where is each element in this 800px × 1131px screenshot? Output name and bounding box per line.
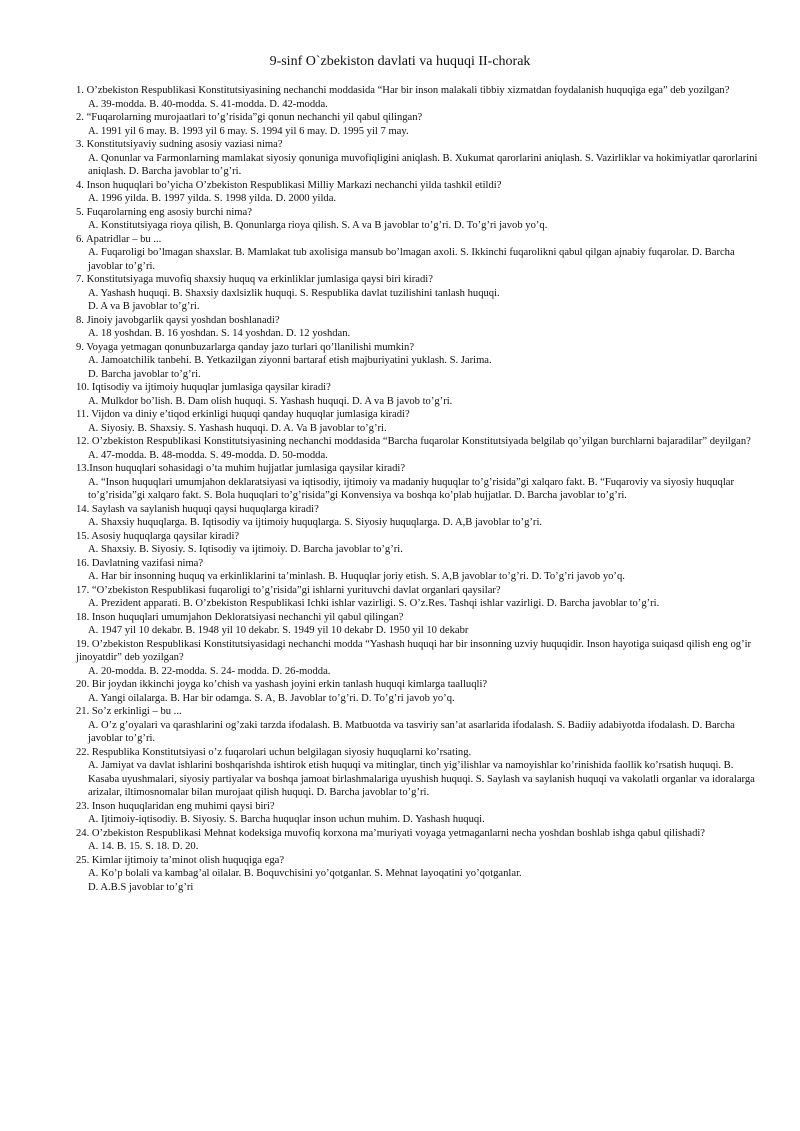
question-text: 19. O’zbekiston Respublikasi Konstitutsiyasidagi nechanchi modda “Yashash huquqi har bir insonning uzviy huquqidir. Inson hayotiga suiqasd qilish eng og’ir jinoyatdir” deb yozilgan? <box>76 638 752 663</box>
question-block <box>76 435 766 462</box>
question-text: 1. O’zbekiston Respublikasi Konstitutsiyasining nechanchi moddasida “Har bir inson malakali tibbiy xizmatdan foydalanish huquqiga ega” deb yozilgan? <box>76 85 730 96</box>
answer-options: A. “Inson huquqlari umumjahon deklaratsiyasi va iqtisodiy, ijtimoiy va madaniy huquqlar to’g’risida”gi xalqaro fakt. B. “Fuqaroviy va siyosiy huquqlar to’g’risida”gi xalqaro fakt. S. Bola huquqlari to’g’risida”gi Konvensiya va boshqa ko’plab hujjatlar. D. Barcha javoblar to’g’ri. <box>88 476 734 501</box>
answer-options: D. A.B.S javoblar to’g’ri <box>88 881 194 893</box>
question-block <box>76 503 766 530</box>
question-text: 13.Inson huquqlari sohasidagi o’ta muhim hujjatlar jumlasiga qaysilar kiradi? <box>76 463 406 474</box>
answer-options: A. Mulkdor bo’lish. B. Dam olish huquqi. S. Yashash huquqi. D. A va B javob to’g’ri. <box>88 395 453 407</box>
answer-options: D. Barcha javoblar to’g’ri. <box>88 368 201 380</box>
question-block <box>76 746 766 800</box>
question-list <box>76 84 766 894</box>
question-block <box>76 341 766 382</box>
question-block <box>76 381 766 408</box>
question-text: 8. Jinoiy javobgarlik qaysi yoshdan boshlanadi? <box>76 314 280 326</box>
question-block <box>76 179 766 206</box>
answer-options: A. Konstitutsiyaga rioya qilish, B. Qonunlarga rioya qilish. S. A va B javoblar to’g’ri. D. To’g’ri javob yo’q. <box>88 220 548 231</box>
answer-options: A. Siyosiy. B. Shaxsiy. S. Yashash huquqi. D. A. Va B javoblar to’g’ri. <box>88 422 387 434</box>
question-block <box>76 314 766 341</box>
question-text: 12. O’zbekiston Respublikasi Konstitutsiyasining nechanchi moddasida “Barcha fuqarolar Konstitutsiyada belgilab qo’yilgan burchlarni bajaradilar” deyilgan? <box>76 436 751 447</box>
answer-options: A. 39-modda. B. 40-modda. S. 41-modda. D. 42-modda. <box>88 98 328 110</box>
question-block <box>76 408 766 435</box>
question-text: 3. Konstitutsiyaviy sudning asosiy vaziasi nima? <box>76 139 283 150</box>
question-text: 7. Konstitutsiyaga muvofiq shaxsiy huquq va erkinliklar jumlasiga qaysi biri kiradi? <box>76 274 433 285</box>
question-text: 9. Voyaga yetmagan qonunbuzarlarga qanday jazo turlari qo’llanilishi mumkin? <box>76 341 415 353</box>
question-block <box>76 557 766 584</box>
answer-options: A. Shaxsiy huquqlarga. B. Iqtisodiy va ijtimoiy huquqlarga. S. Siyosiy huquqlarga. D. A,B javoblar to’g’ri. <box>88 517 543 528</box>
question-text: 14. Saylash va saylanish huquqi qaysi huquqlarga kiradi? <box>76 503 319 515</box>
answer-options: A. Qonunlar va Farmonlarning mamlakat siyosiy qonuniga muvofiqligini aniqlash. B. Xukumat qarorlarini aniqlash. S. Vazirliklar va hokimiyatlar qarorlarini aniqlash. D. Barcha javoblar to’g’ri. <box>88 152 758 177</box>
answer-options: A. 18 yoshdan. B. 16 yoshdan. S. 14 yoshdan. D. 12 yoshdan. <box>88 328 351 339</box>
question-text: 15. Asosiy huquqlarga qaysilar kiradi? <box>76 530 240 542</box>
question-text: 24. O’zbekiston Respublikasi Mehnat kodeksiga muvofiq korxona ma’muriyati voyaga yetmaganlarni necha yoshdan boshlab ishga qabul qilishadi? <box>76 827 706 839</box>
question-block <box>76 206 766 233</box>
question-block <box>76 111 766 138</box>
question-block <box>76 233 766 274</box>
question-block <box>76 462 766 503</box>
question-text: 2. “Fuqarolarning murojaatlari to’g’risida”gi qonun nechanchi yil qabul qilingan? <box>76 112 423 123</box>
question-text: 21. So’z erkinligi – bu ... <box>76 706 182 717</box>
question-block <box>76 827 766 854</box>
question-text: 10. Iqtisodiy va ijtimoiy huquqlar jumlasiga qaysilar kiradi? <box>76 382 331 393</box>
answer-options: A. O’z g’oyalari va qarashlarini og’zaki tarzda ifodalash. B. Matbuotda va tasviriy san’at asarlarida ifodalash. S. Badiiy adabiyotda ifodalash. D. Barcha javoblar to’g’ri. <box>88 719 735 744</box>
question-block <box>76 638 766 679</box>
question-text: 6. Apatridlar – bu ... <box>76 233 162 245</box>
question-block <box>76 138 766 179</box>
question-block <box>76 530 766 557</box>
question-text: 11. Vijdon va diniy e’tiqod erkinligi huquqi qanday huquqlar jumlasiga kiradi? <box>76 409 410 420</box>
question-block <box>76 273 766 314</box>
question-text: 22. Respublika Konstitutsiyasi o’z fuqarolari uchun belgilagan siyosiy huquqlarni ko’rsating. <box>76 746 472 758</box>
answer-options: D. A va B javoblar to’g’ri. <box>88 301 200 312</box>
answer-options: A. Ijtimoiy-iqtisodiy. B. Siyosiy. S. Barcha huquqlar inson uchun muhim. D. Yashash huquqi. <box>88 814 485 825</box>
answer-options: A. 14. B. 15. S. 18. D. 20. <box>88 841 199 852</box>
question-text: 18. Inson huquqlari umumjahon Dekloratsiyasi nechanchi yil qabul qilingan? <box>76 611 404 623</box>
question-block <box>76 854 766 895</box>
question-block <box>76 611 766 638</box>
answer-options: A. Fuqaroligi bo’lmagan shaxslar. B. Mamlakat tub axolisiga mansub bo’lmagan axoli. S. Ikkinchi fuqarolikni qabul qilgan ajnabiy fuqarolar. D. Barcha javoblar to’g’ri. <box>88 247 735 272</box>
answer-options: A. Jamiyat va davlat ishlarini boshqarishda ishtirok etish huquqi va mitinglar, tinch yig’ilishlar va namoyishlar ko’rinishida faollik ko’rsatish huquqi. B. Kasaba uyushmalari, siyosiy partiyalar va boshqa jamoat birlashmalariga uyushish huquqi. S. Saylash va saylanish huquqi va vakolatli organlar va idoralarga arizalar, iltimosnomalar bilan murojaat qilish huquqi. D. Barcha javoblar to’g’ri. <box>88 760 755 798</box>
answer-options: A. 1947 yil 10 dekabr. B. 1948 yil 10 dekabr. S. 1949 yil 10 dekabr D. 1950 yil 10 dekabr <box>88 625 469 636</box>
answer-options: A. Yangi oilalarga. B. Har bir odamga. S. A, B. Javoblar to’g’ri. D. To’g’ri javob yo’q. <box>88 692 455 704</box>
question-text: 5. Fuqarolarning eng asosiy burchi nima? <box>76 206 252 218</box>
answer-options: A. 1996 yilda. B. 1997 yilda. S. 1998 yilda. D. 2000 yilda. <box>88 193 337 204</box>
answer-options: A. Shaxsiy. B. Siyosiy. S. Iqtisodiy va ijtimoiy. D. Barcha javoblar to’g’ri. <box>88 544 403 555</box>
question-block <box>76 678 766 705</box>
answer-options: A. Jamoatchilik tanbehi. B. Yetkazilgan ziyonni bartaraf etish majburiyatini yuklash. S. Jarima. <box>88 355 492 366</box>
answer-options: A. 20-modda. B. 22-modda. S. 24- modda. D. 26-modda. <box>88 665 331 677</box>
question-block <box>76 584 766 611</box>
answer-options: A. 47-modda. B. 48-modda. S. 49-modda. D. 50-modda. <box>88 449 328 461</box>
question-block <box>76 705 766 746</box>
answer-options: A. Har bir insonning huquq va erkinliklarini ta’minlash. B. Huquqlar joriy etish. S. A,B javoblar to’g’ri. D. To’g’ri javob yo’q. <box>88 571 625 582</box>
answer-options: A. Yashash huquqi. B. Shaxsiy daxlsizlik huquqi. S. Respublika davlat tuzilishini tanlash huquqi. <box>88 287 500 299</box>
question-block <box>76 84 766 111</box>
question-text: 25. Kimlar ijtimoiy ta’minot olish huquqiga ega? <box>76 854 285 866</box>
question-text: 23. Inson huquqlaridan eng muhimi qaysi biri? <box>76 800 275 812</box>
question-text: 20. Bir joydan ikkinchi joyga ko’chish va yashash joyini erkin tanlash huquqi kimlarga taalluqli? <box>76 679 488 690</box>
question-text: 4. Inson huquqlari bo’yicha O’zbekiston Respublikasi Milliy Markazi nechanchi yilda tashkil etildi? <box>76 179 502 191</box>
answer-options: A. 1991 yil 6 may. B. 1993 yil 6 may. S. 1994 yil 6 may. D. 1995 yil 7 may. <box>88 125 409 137</box>
page-title: 9-sinf O`zbekiston davlati va huquqi II-chorak <box>269 54 531 69</box>
question-block <box>76 800 766 827</box>
answer-options: A. Prezident apparati. B. O’zbekiston Respublikasi Ichki ishlar vazirligi. S. O’z.Res. Tashqi ishlar vazirligi. D. Barcha javoblar to’g’ri. <box>88 598 660 609</box>
question-text: 17. “O’zbekiston Respublikasi fuqaroligi to’g’risida”gi ishlarni yurituvchi davlat organlari qaysilar? <box>76 584 501 596</box>
answer-options: A. Ko’p bolali va kambag’al oilalar. B. Boquvchisini yo’qotganlar. S. Mehnat layoqatini yo’qotganlar. <box>88 868 522 879</box>
question-text: 16. Davlatning vazifasi nima? <box>76 557 204 569</box>
